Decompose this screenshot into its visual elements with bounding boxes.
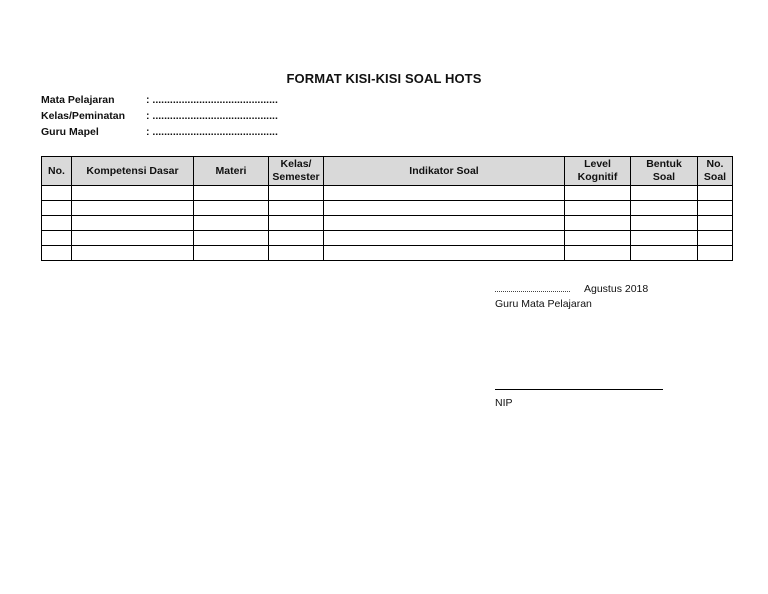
header-text: Materi (215, 164, 247, 177)
table-cell (194, 201, 269, 216)
header-level-kognitif (565, 157, 631, 186)
place-blank (495, 282, 570, 292)
table-cell (72, 216, 194, 231)
table-row (42, 231, 733, 246)
header-text: Soal (652, 171, 676, 183)
header-text: No. (706, 158, 724, 170)
header-materi (194, 157, 269, 186)
table-cell (324, 246, 565, 261)
table-cell (42, 186, 72, 201)
signature-role: Guru Mata Pelajaran (495, 298, 592, 310)
header-text: Indikator Soal (409, 164, 479, 177)
table-row (42, 216, 733, 231)
header-no-soal (698, 157, 733, 186)
header-text: No. (48, 164, 65, 177)
signature-date (495, 282, 648, 295)
table-cell (72, 201, 194, 216)
table-cell (565, 246, 631, 261)
header-text: Bentuk (646, 158, 682, 170)
header-no (42, 157, 72, 186)
table-cell (269, 216, 324, 231)
table-header-row (42, 157, 733, 186)
field-label: Guru Mapel (41, 126, 99, 138)
table-body (42, 186, 733, 261)
document-title: FORMAT KISI-KISI SOAL HOTS (286, 71, 482, 86)
table-cell (42, 246, 72, 261)
table-cell (72, 246, 194, 261)
field-value: : ........................................... (146, 126, 278, 138)
table-cell (269, 246, 324, 261)
table-cell (194, 246, 269, 261)
table-cell (42, 216, 72, 231)
document-fields (41, 92, 278, 140)
field-mata-pelajaran (41, 92, 278, 108)
table-cell (631, 246, 698, 261)
field-kelas-peminatan (41, 108, 278, 124)
table-cell (269, 231, 324, 246)
table-cell (324, 216, 565, 231)
table-cell (698, 246, 733, 261)
table-cell (194, 216, 269, 231)
header-text: Level (584, 158, 611, 170)
table-row (42, 246, 733, 261)
table-row (42, 201, 733, 216)
table-cell (194, 231, 269, 246)
field-value: : ........................................... (146, 94, 278, 106)
table-cell (324, 186, 565, 201)
table-cell (72, 231, 194, 246)
header-indikator-soal (324, 157, 565, 186)
table-cell (698, 186, 733, 201)
table-cell (631, 201, 698, 216)
header-text: Soal (703, 171, 727, 183)
header-kelas-semester (269, 157, 324, 186)
header-text: Kognitif (577, 171, 618, 183)
table-cell (324, 201, 565, 216)
table-cell (565, 216, 631, 231)
table-cell (194, 186, 269, 201)
table-cell (565, 186, 631, 201)
table-cell (324, 231, 565, 246)
field-guru-mapel (41, 124, 278, 140)
table-cell (631, 186, 698, 201)
field-label: Kelas/Peminatan (41, 110, 126, 122)
field-value: : ........................................... (146, 110, 278, 122)
table-cell (72, 186, 194, 201)
signature-line (495, 381, 663, 390)
table-cell (631, 231, 698, 246)
table-cell (269, 186, 324, 201)
table-cell (698, 231, 733, 246)
table-cell (565, 201, 631, 216)
header-text: Kelas/ (280, 158, 312, 170)
date-text: Agustus 2018 (584, 283, 649, 295)
header-bentuk-soal (631, 157, 698, 186)
table-cell (42, 201, 72, 216)
header-text: Semester (272, 171, 320, 183)
field-label: Mata Pelajaran (41, 94, 115, 106)
kisi-kisi-table (41, 156, 733, 261)
table-cell (631, 216, 698, 231)
table-cell (565, 231, 631, 246)
table-row (42, 186, 733, 201)
header-kompetensi-dasar (72, 157, 194, 186)
header-text: Kompetensi Dasar (86, 164, 179, 177)
nip-label: NIP (495, 397, 513, 409)
table-cell (698, 201, 733, 216)
table-cell (42, 231, 72, 246)
table-cell (698, 216, 733, 231)
table-cell (269, 201, 324, 216)
